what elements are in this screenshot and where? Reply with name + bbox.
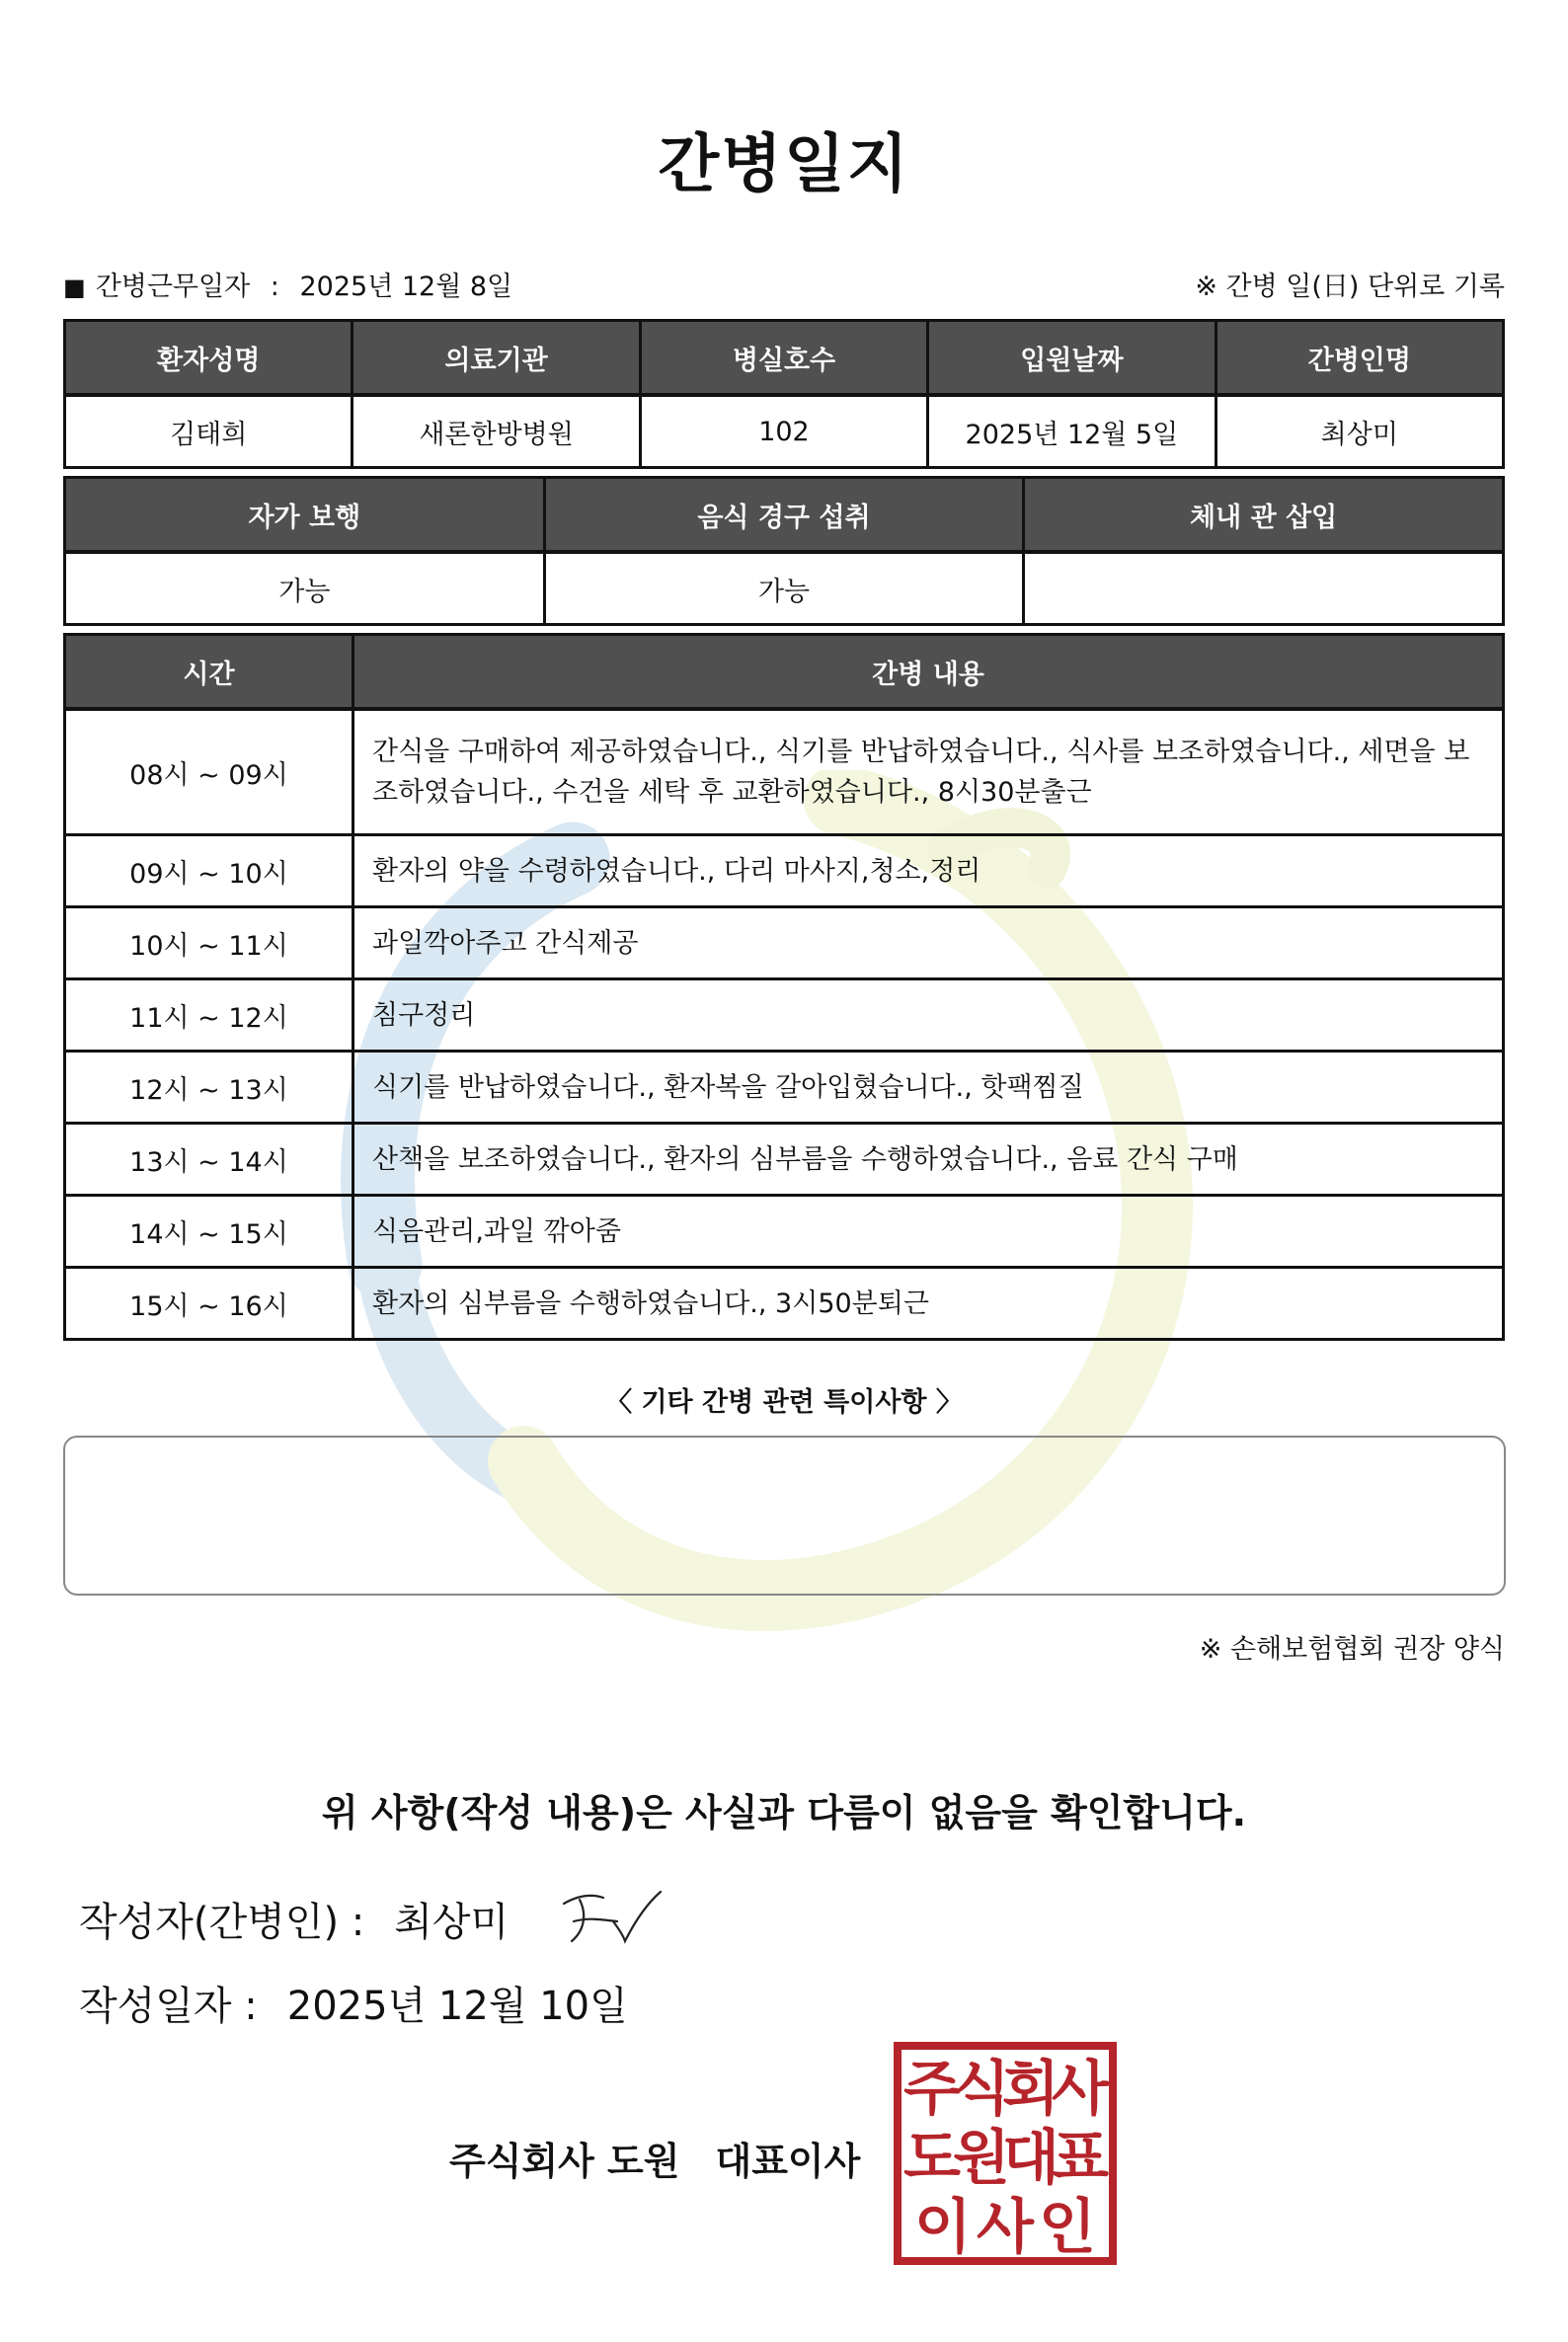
- content-cell: 침구정리: [353, 979, 1504, 1052]
- time-cell: 15시 ~ 16시: [65, 1268, 353, 1340]
- work-date-line: [63, 265, 512, 303]
- header-time: 시간: [65, 635, 353, 710]
- admission-date: 2025년 12월 5일: [928, 395, 1215, 468]
- header-care-content: 간병 내용: [353, 635, 1504, 710]
- svg-text:도: 도: [903, 2124, 961, 2193]
- form-note: ※ 손해보험협회 권장 양식: [1199, 1634, 1505, 1665]
- care-log-table: [63, 633, 1505, 1341]
- header-patient-name: 환자성명: [65, 321, 353, 396]
- tube-insertion: [1024, 552, 1504, 625]
- table-row: [65, 907, 1504, 979]
- time-cell: 08시 ~ 09시: [65, 709, 353, 835]
- patient-status-table: [63, 476, 1505, 626]
- svg-text:이: 이: [914, 2193, 972, 2262]
- patient-status-header-row: [65, 478, 1504, 553]
- confirmation-statement: 위 사항(작성 내용)은 사실과 다름이 없음을 확인합니다.: [321, 1791, 1247, 1835]
- header-self-walking: 자가 보행: [65, 478, 545, 553]
- square-bullet-icon: ■: [63, 273, 86, 301]
- patient-status-value-row: [65, 552, 1504, 625]
- unit-note: ※ 간병 일(日) 단위로 기록: [1195, 272, 1505, 302]
- content-cell: 과일깍아주고 간식제공: [353, 907, 1504, 979]
- caregiver-name: 최상미: [1215, 395, 1503, 468]
- handwritten-signature: [558, 1886, 666, 1955]
- content-cell: 환자의 약을 수령하였습니다., 다리 마사지,청소,정리: [353, 835, 1504, 907]
- svg-text:원: 원: [953, 2124, 1010, 2193]
- written-date-line: [79, 1975, 628, 2031]
- table-row: [65, 1052, 1504, 1124]
- svg-text:주: 주: [903, 2055, 961, 2124]
- work-date-label: 간병근무일자: [95, 272, 251, 302]
- written-date-value: 2025년 12월 10일: [286, 1984, 628, 2029]
- patient-name: 김태희: [65, 395, 353, 468]
- header-hospital: 의료기관: [353, 321, 640, 396]
- self-walking: 가능: [65, 552, 545, 625]
- writer-line: [79, 1891, 509, 1947]
- header-oral-intake: 음식 경구 섭취: [544, 478, 1024, 553]
- writer-name: 최상미: [394, 1900, 510, 1945]
- patient-info-header-row: [65, 321, 1504, 396]
- table-row: [65, 979, 1504, 1052]
- content-cell: 환자의 심부름을 수행하였습니다., 3시50분퇴근: [353, 1268, 1504, 1340]
- care-log-header-row: [65, 635, 1504, 710]
- work-date-value: 2025년 12월 8일: [299, 272, 513, 302]
- oral-intake: 가능: [544, 552, 1024, 625]
- svg-text:식: 식: [953, 2055, 1010, 2124]
- remarks-box: [63, 1436, 1506, 1596]
- table-row: [65, 1196, 1504, 1268]
- company-name: 주식회사 도원: [449, 2140, 680, 2183]
- time-cell: 14시 ~ 15시: [65, 1196, 353, 1268]
- header-caregiver-name: 간병인명: [1215, 321, 1503, 396]
- document-title: 간병일지: [658, 128, 910, 201]
- written-date-label: 작성일자 :: [79, 1984, 258, 2029]
- time-cell: 11시 ~ 12시: [65, 979, 353, 1052]
- content-cell: 산책을 보조하였습니다., 환자의 심부름을 수행하였습니다., 음료 간식 구매: [353, 1124, 1504, 1196]
- table-row: [65, 709, 1504, 835]
- content-cell: 간식을 구매하여 제공하였습니다., 식기를 반납하였습니다., 식사를 보조하였습니다., 세면을 보조하였습니다., 수건을 세탁 후 교환하였습니다., 8시30분출근: [353, 709, 1504, 835]
- svg-text:대: 대: [1002, 2124, 1059, 2193]
- remarks-title: 〈 기타 간병 관련 특이사항 〉: [605, 1387, 963, 1418]
- header-admission-date: 입원날짜: [928, 321, 1215, 396]
- company-line: [449, 2131, 860, 2185]
- writer-label: 작성자(간병인) :: [79, 1900, 365, 1945]
- content-cell: 식기를 반납하였습니다., 환자복을 갈아입혔습니다., 핫팩찜질: [353, 1052, 1504, 1124]
- header-tube-insertion: 체내 관 삽입: [1024, 478, 1504, 553]
- patient-info-table: [63, 319, 1505, 469]
- time-cell: 10시 ~ 11시: [65, 907, 353, 979]
- content-cell: 식음관리,과일 깎아줌: [353, 1196, 1504, 1268]
- table-row: [65, 835, 1504, 907]
- svg-text:회: 회: [1002, 2055, 1059, 2124]
- svg-text:사: 사: [1052, 2055, 1109, 2124]
- table-row: [65, 1268, 1504, 1340]
- representative-title: 대표이사: [715, 2140, 861, 2183]
- time-cell: 13시 ~ 14시: [65, 1124, 353, 1196]
- time-cell: 09시 ~ 10시: [65, 835, 353, 907]
- svg-text:표: 표: [1052, 2124, 1109, 2193]
- table-row: [65, 1124, 1504, 1196]
- svg-text:인: 인: [1039, 2193, 1096, 2262]
- company-seal-stamp: [894, 2042, 1117, 2265]
- patient-info-value-row: [65, 395, 1504, 468]
- svg-text:사: 사: [977, 2193, 1034, 2262]
- hospital: 새론한방병원: [353, 395, 640, 468]
- time-cell: 12시 ~ 13시: [65, 1052, 353, 1124]
- header-room-number: 병실호수: [640, 321, 927, 396]
- work-date-colon: :: [270, 272, 279, 302]
- room-number: 102: [640, 395, 927, 468]
